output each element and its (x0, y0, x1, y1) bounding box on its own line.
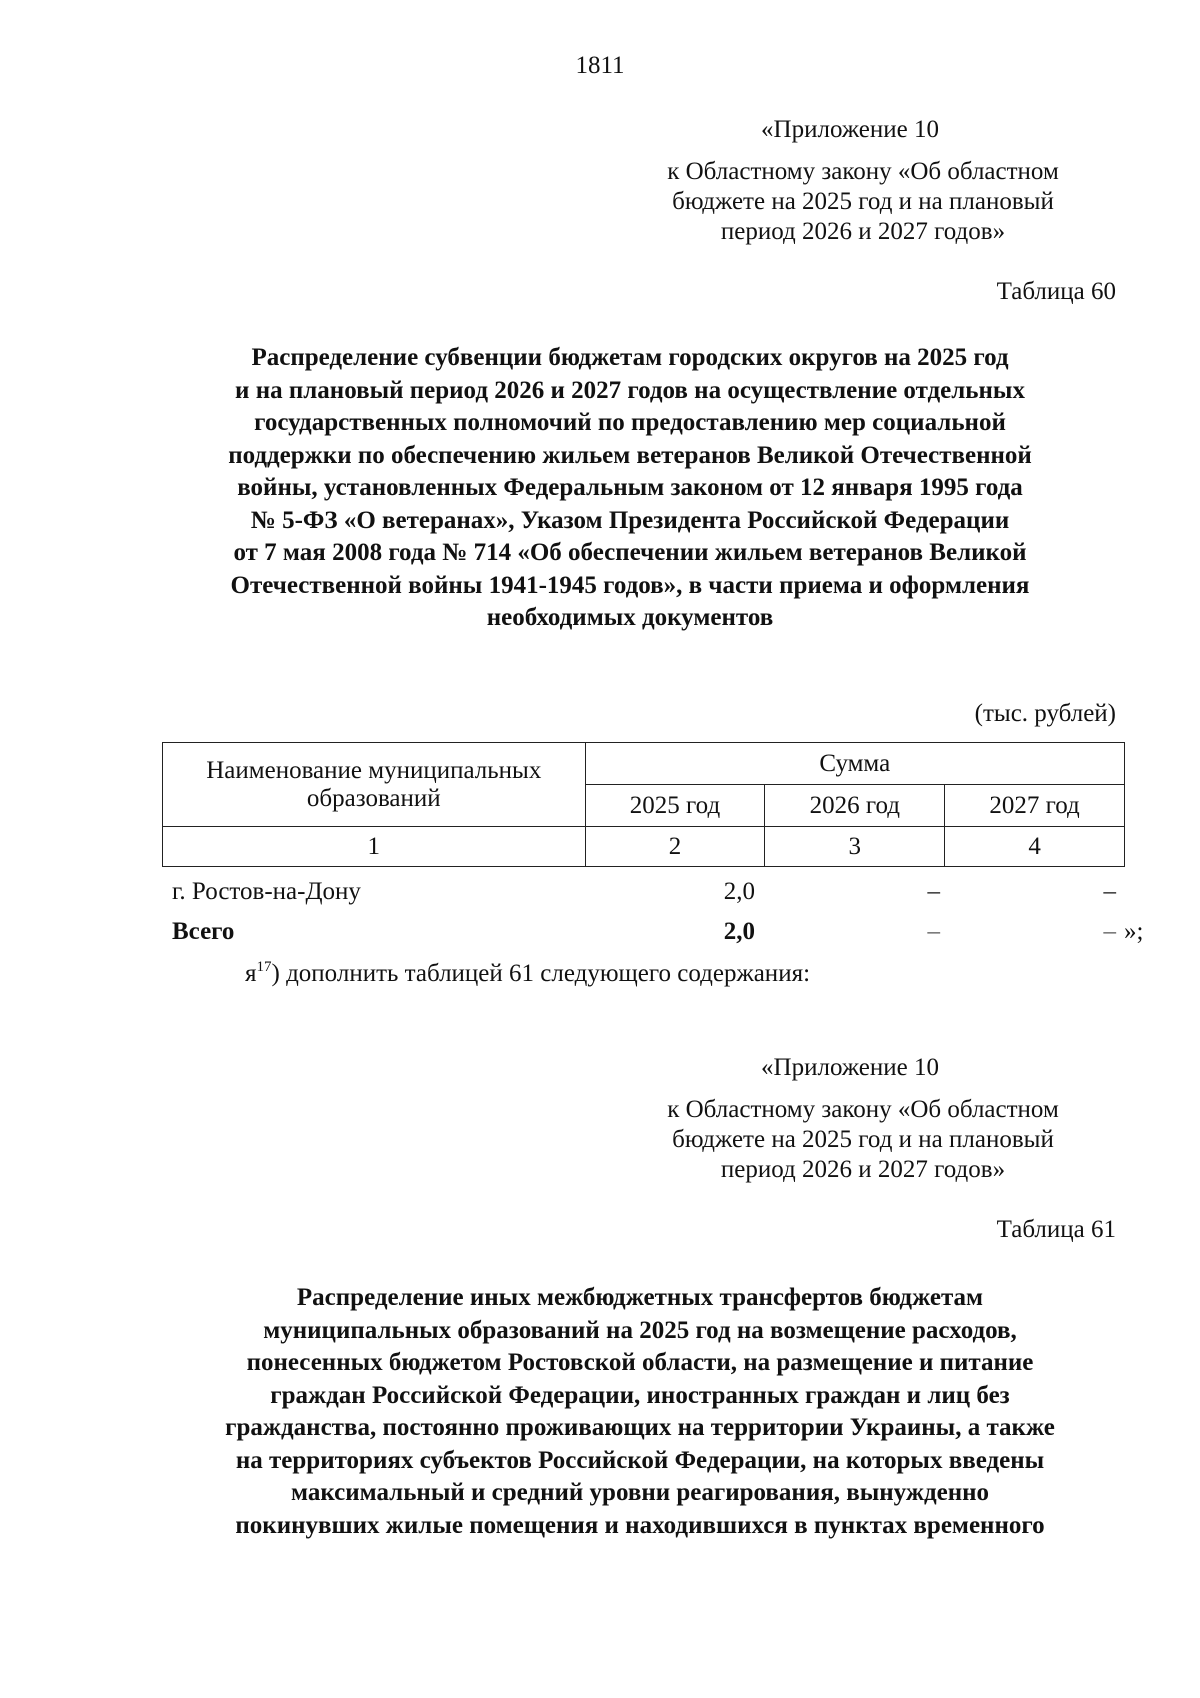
table-heading (150, 1282, 1130, 1542)
appendix-line: период 2026 и 2027 годов» (720, 218, 1006, 245)
paragraph-prefix: я (245, 960, 257, 987)
page-number: 1811 (575, 52, 625, 79)
heading-line: № 5-ФЗ «О ветеранах», Указом Президента Российской Федерации (250, 506, 1010, 534)
amendment-paragraph (245, 960, 810, 988)
total-value-2025: 2,0 (723, 918, 755, 945)
table-heading (150, 342, 1110, 635)
header-year: 2027 год (945, 785, 1125, 827)
column-number: 1 (163, 827, 586, 867)
row-value-2027: – (1103, 878, 1116, 905)
header-sum: Сумма (585, 743, 1124, 785)
appendix-reference (608, 1095, 1118, 1185)
row-value-2026: – (927, 878, 940, 905)
heading-line: поддержки по обеспечению жильем ветеранов Великой Отечественной (228, 441, 1032, 469)
appendix-line: бюджете на 2025 год и на плановый (672, 1126, 1054, 1153)
appendix-line: к Областному закону «Об областном (667, 1096, 1059, 1123)
heading-line: войны, установленных Федеральным законом от 12 января 1995 года (237, 474, 1023, 501)
appendix-line: к Областному закону «Об областном (667, 158, 1059, 185)
header-name-column (163, 743, 586, 827)
header-year: 2025 год (585, 785, 765, 827)
table-header (162, 742, 1125, 867)
heading-line: Распределение субвенции бюджетам городских округов на 2025 год (251, 344, 1009, 371)
total-value-2027: – (1103, 918, 1116, 945)
table-label: Таблица 61 (996, 1216, 1116, 1243)
header-name-line: Наименование муниципальных (206, 756, 542, 784)
units-label: (тыс. рублей) (974, 700, 1116, 727)
heading-line: понесенных бюджетом Ростовской области, на размещение и питание (246, 1349, 1034, 1376)
table-label: Таблица 60 (996, 278, 1116, 305)
appendix-line: период 2026 и 2027 годов» (720, 1156, 1006, 1183)
column-number: 2 (585, 827, 765, 867)
row-name: г. Ростов-на-Дону (172, 878, 361, 905)
heading-line: граждан Российской Федерации, иностранных граждан и лиц без (270, 1381, 1010, 1409)
heading-line: покинувших жилые помещения и находившихся в пунктах временного (235, 1511, 1045, 1539)
heading-line: гражданства, постоянно проживающих на территории Украины, а также (225, 1414, 1055, 1441)
appendix-title: «Приложение 10 (761, 1054, 939, 1081)
column-number: 4 (945, 827, 1125, 867)
total-label: Всего (172, 918, 235, 945)
heading-line: от 7 мая 2008 года № 714 «Об обеспечении жильем ветеранов Великой (233, 539, 1027, 566)
heading-line: на территориях субъектов Российской Федерации, на которых введены (235, 1446, 1045, 1474)
header-year: 2026 год (765, 785, 945, 827)
heading-line: максимальный и средний уровни реагирования, вынужденно (290, 1479, 990, 1506)
heading-line: государственных полномочий по предоставлению мер социальной (254, 409, 1006, 436)
paragraph-text: ) дополнить таблицей 61 следующего содержания: (271, 960, 811, 987)
paragraph-superscript: 17 (256, 959, 272, 975)
row-value-2025: 2,0 (723, 878, 755, 905)
closing-quote: »; (1124, 918, 1144, 945)
heading-line: необходимых документов (486, 604, 774, 631)
heading-line: муниципальных образований на 2025 год на возмещение расходов, (263, 1316, 1017, 1344)
heading-line: и на плановый период 2026 и 2027 годов на осуществление отдельных (235, 376, 1025, 404)
total-value-2026: – (927, 918, 940, 945)
appendix-title: «Приложение 10 (761, 116, 939, 143)
heading-line: Распределение иных межбюджетных трансфертов бюджетам (296, 1284, 984, 1311)
header-name-line: образований (306, 784, 441, 812)
appendix-line: бюджете на 2025 год и на плановый (672, 188, 1054, 215)
appendix-reference (608, 157, 1118, 247)
heading-line: Отечественной войны 1941-1945 годов», в части приема и оформления (230, 571, 1030, 599)
column-number: 3 (765, 827, 945, 867)
